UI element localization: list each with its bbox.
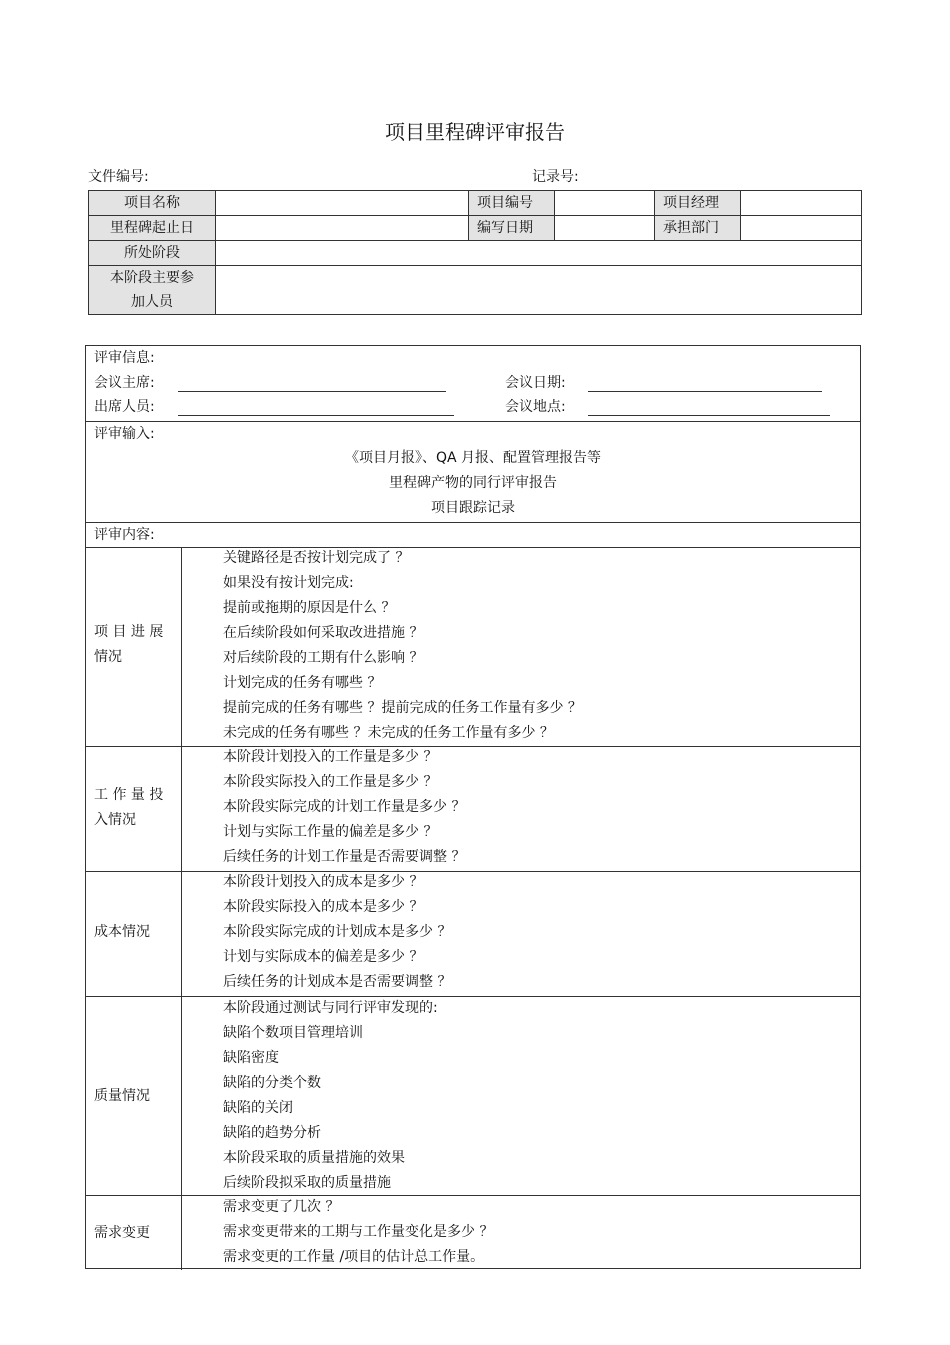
chair-label: 会议主席:	[94, 375, 155, 391]
project-name-field[interactable]	[216, 191, 469, 216]
list-item: 如果没有按计划完成:	[223, 575, 354, 591]
list-item: 缺陷的趋势分析	[223, 1125, 321, 1141]
list-item: 后续阶段拟采取的质量措施	[223, 1175, 391, 1191]
list-item: 提前完成的任务有哪些 ？提前完成的任务工作量有多少 ？	[223, 700, 582, 716]
attendees-field[interactable]	[178, 415, 454, 416]
chair-field[interactable]	[178, 391, 446, 392]
list-item: 本阶段计划投入的工作量是多少 ？	[223, 749, 438, 765]
list-item: 本阶段计划投入的成本是多少 ？	[223, 874, 424, 890]
list-item: 本阶段实际投入的工作量是多少 ？	[223, 774, 438, 790]
section-items-quality	[223, 996, 438, 1196]
section-items-cost	[223, 870, 451, 995]
project-manager-field[interactable]	[741, 191, 862, 216]
list-item: 本阶段实际完成的计划成本是多少 ？	[223, 924, 452, 940]
divider	[86, 871, 860, 872]
review-input-item: 《项目月报》、QA 月报、配置管理报告等	[344, 450, 602, 466]
divider	[86, 421, 860, 422]
section-items-requirements	[223, 1195, 493, 1270]
section-label-quality: 质量情况	[94, 1088, 150, 1104]
review-input-label: 评审输入:	[94, 426, 155, 442]
participants-label-line1: 本阶段主要参	[110, 270, 194, 286]
date-label: 会议日期:	[505, 375, 566, 391]
list-item: 缺陷密度	[223, 1050, 279, 1066]
stage-field[interactable]	[216, 241, 862, 266]
section-items-effort	[223, 745, 465, 870]
stage-label: 所处阶段	[89, 241, 216, 266]
list-item: 需求变更带来的工期与工作量变化是多少 ？	[223, 1224, 494, 1240]
list-item: 本阶段通过测试与同行评审发现的:	[223, 1000, 438, 1016]
list-item: 缺陷的分类个数	[223, 1075, 321, 1091]
list-item: 在后续阶段如何采取改进措施 ？	[223, 625, 424, 641]
divider	[86, 996, 860, 997]
section-label-effort: 工 作 量 投 入情况	[94, 787, 164, 828]
section-items-progress	[223, 546, 582, 746]
project-manager-label: 项目经理	[655, 191, 741, 216]
list-item: 未完成的任务有哪些 ？未完成的任务工作量有多少 ？	[223, 725, 554, 741]
participants-label-line2: 加人员	[131, 294, 173, 310]
project-name-label: 项目名称	[89, 191, 216, 216]
list-item: 缺陷的关闭	[223, 1100, 293, 1116]
section-label-cost: 成本情况	[94, 924, 150, 940]
list-item: 提前或拖期的原因是什么 ？	[223, 600, 396, 616]
review-table	[85, 345, 861, 1269]
participants-label	[89, 266, 216, 315]
list-item: 计划完成的任务有哪些 ？	[223, 675, 382, 691]
review-input-item: 项目跟踪记录	[431, 500, 515, 516]
location-field[interactable]	[588, 415, 830, 416]
attendees-label: 出席人员:	[94, 399, 155, 415]
review-info-label: 评审信息:	[94, 350, 155, 366]
department-field[interactable]	[741, 216, 862, 241]
participants-field[interactable]	[216, 266, 862, 315]
page-title: 项目里程碑评审报告	[385, 120, 565, 144]
department-label: 承担部门	[655, 216, 741, 241]
list-item: 计划与实际工作量的偏差是多少 ？	[223, 824, 438, 840]
project-number-label: 项目编号	[469, 191, 555, 216]
section-label-requirements: 需求变更	[94, 1225, 150, 1241]
list-item: 后续任务的计划成本是否需要调整 ？	[223, 974, 452, 990]
list-item: 本阶段采取的质量措施的效果	[223, 1150, 405, 1166]
milestone-dates-label: 里程碑起止日	[89, 216, 216, 241]
record-number-label: 记录号:	[532, 169, 579, 185]
list-item: 关键路径是否按计划完成了 ？	[223, 550, 410, 566]
list-item: 需求变更的工作量 /项目的估计总工作量。	[223, 1249, 485, 1265]
review-input-item: 里程碑产物的同行评审报告	[389, 475, 557, 491]
project-info-table	[88, 190, 862, 315]
list-item: 本阶段实际完成的计划工作量是多少 ？	[223, 799, 466, 815]
section-label-progress: 项 目 进 展 情况	[94, 624, 164, 665]
doc-number-label: 文件编号:	[88, 169, 149, 185]
write-date-field[interactable]	[555, 216, 655, 241]
milestone-dates-field[interactable]	[216, 216, 469, 241]
list-item: 本阶段实际投入的成本是多少 ？	[223, 899, 424, 915]
list-item: 对后续阶段的工期有什么影响 ？	[223, 650, 424, 666]
date-field[interactable]	[588, 391, 822, 392]
divider	[86, 522, 860, 523]
list-item: 计划与实际成本的偏差是多少 ？	[223, 949, 424, 965]
divider	[86, 746, 860, 747]
list-item: 缺陷个数项目管理培训	[223, 1025, 363, 1041]
list-item: 后续任务的计划工作量是否需要调整 ？	[223, 849, 466, 865]
write-date-label: 编写日期	[469, 216, 555, 241]
review-content-label: 评审内容:	[94, 527, 155, 543]
project-number-field[interactable]	[555, 191, 655, 216]
location-label: 会议地点:	[505, 399, 566, 415]
column-divider	[181, 547, 182, 1270]
list-item: 需求变更了几次 ？	[223, 1199, 340, 1215]
